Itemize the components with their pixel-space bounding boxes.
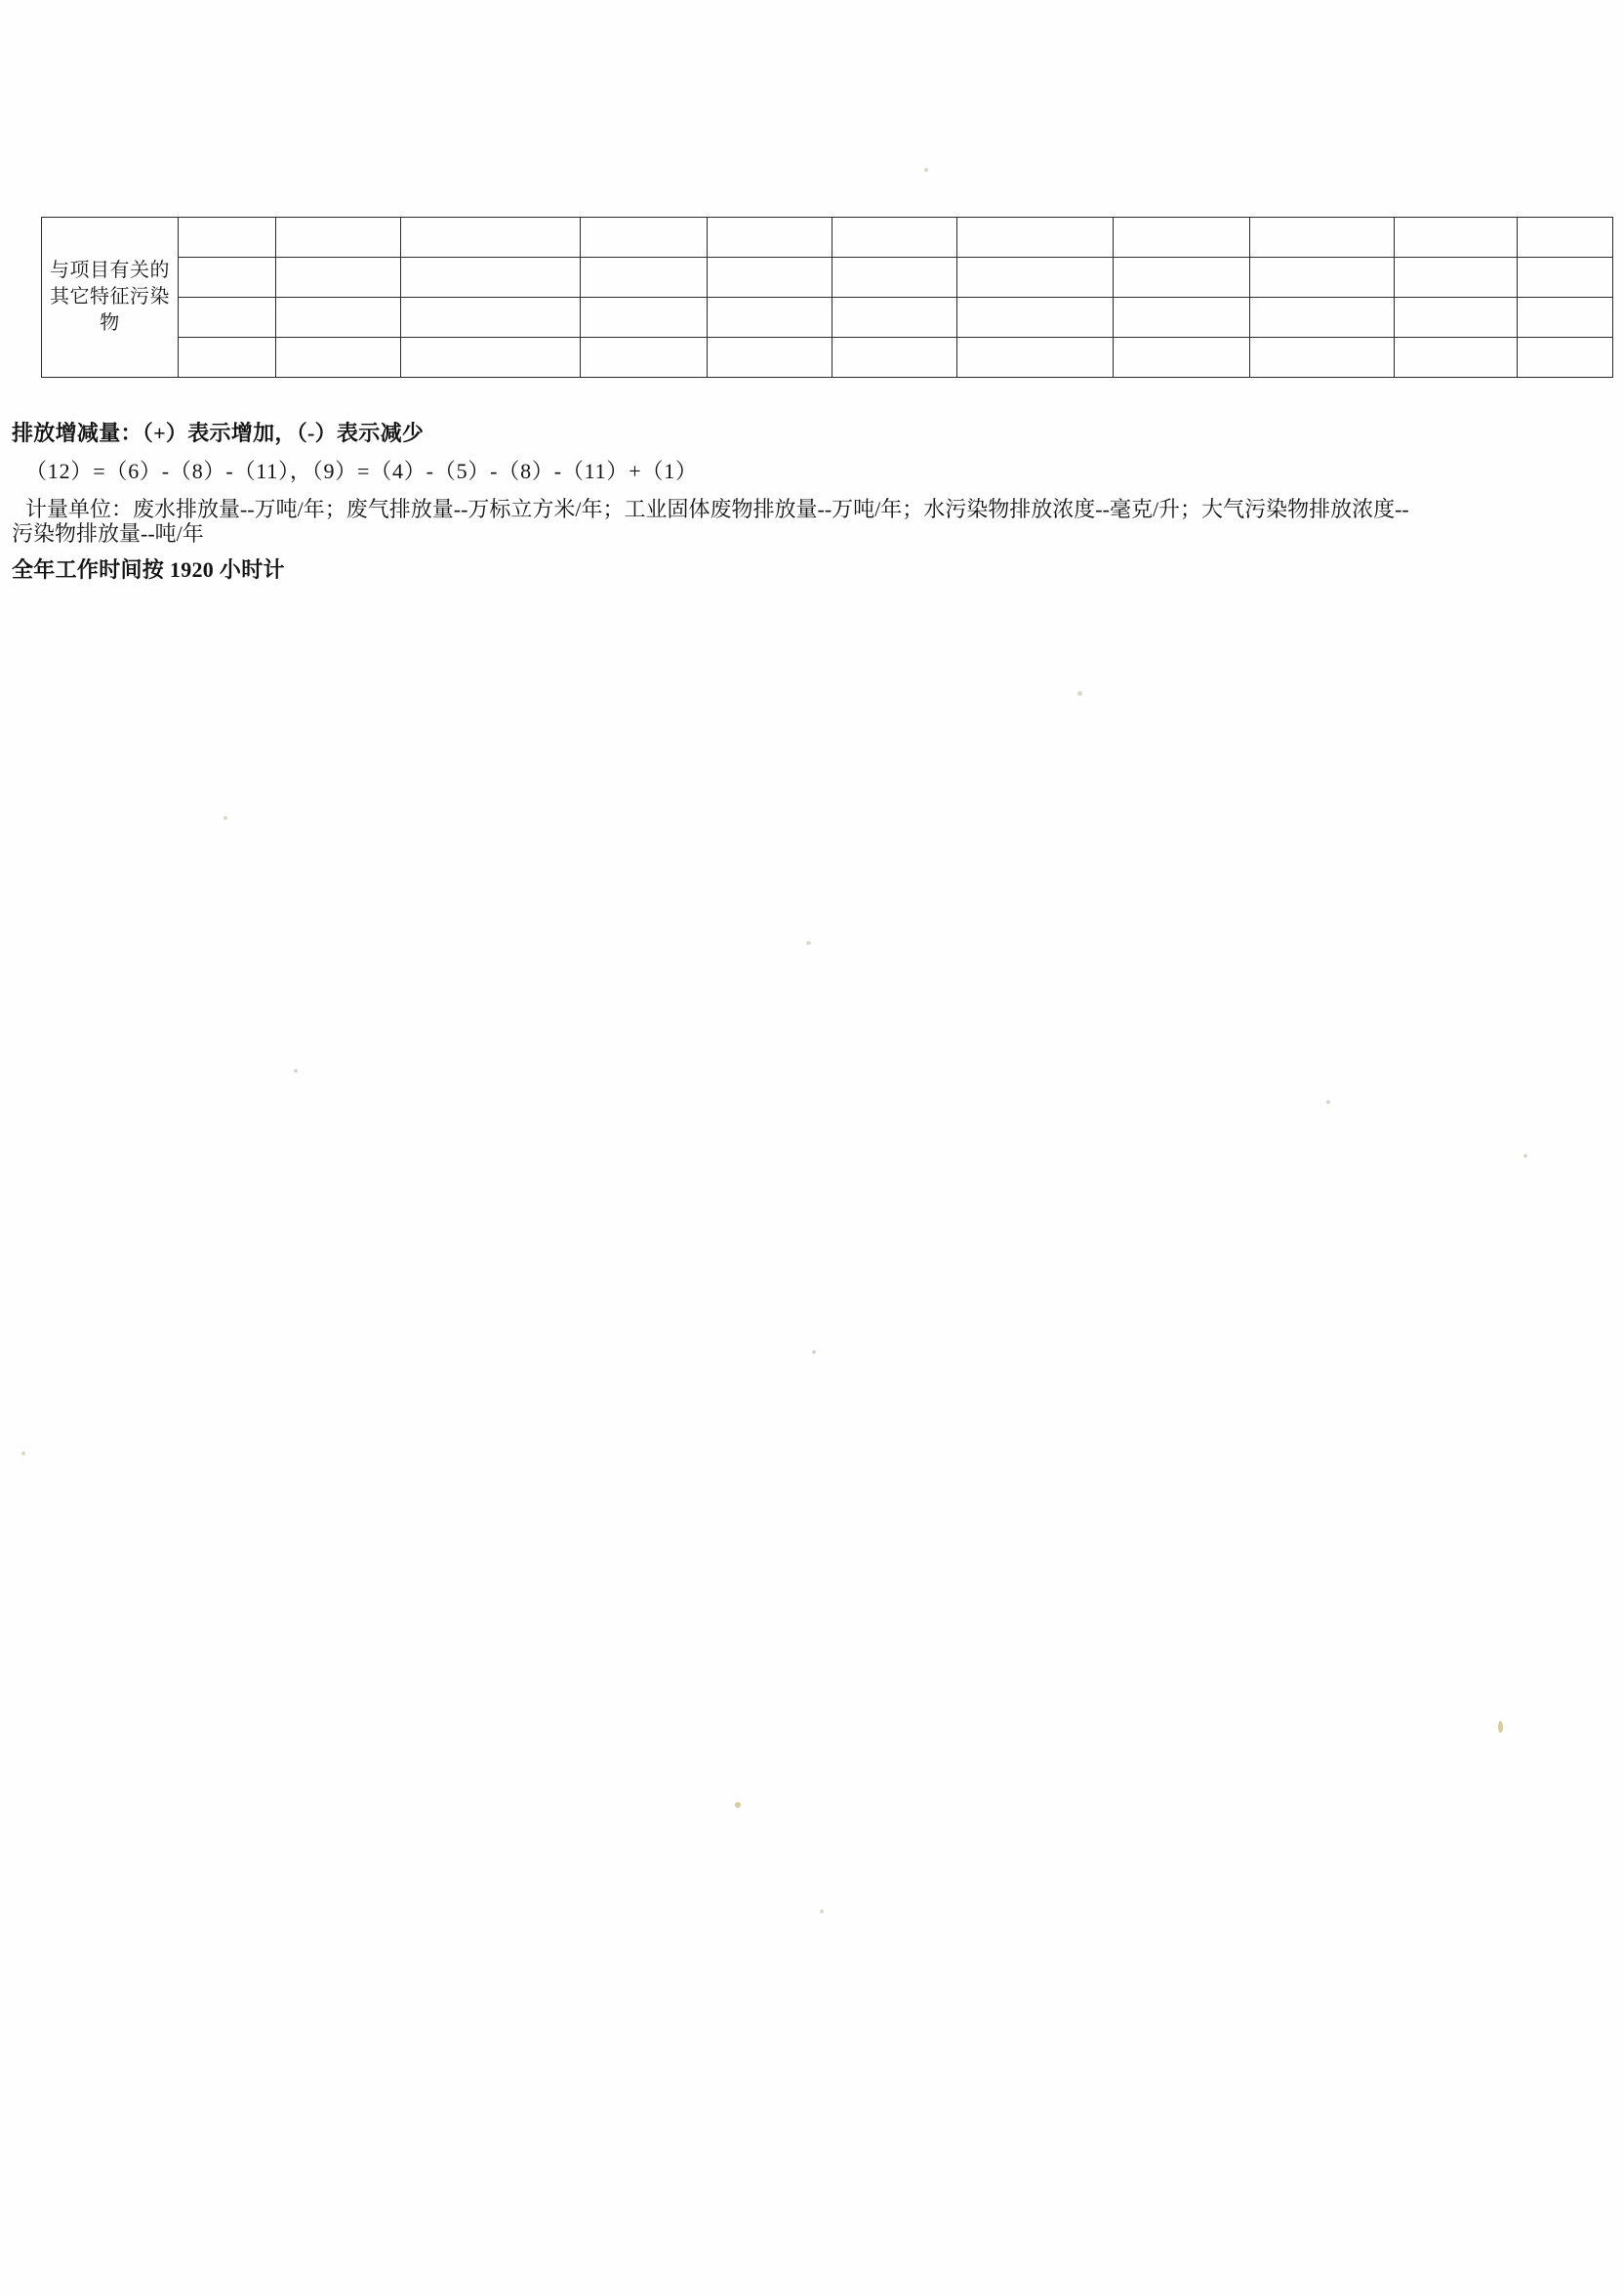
table-cell: [1250, 218, 1395, 258]
note-units-line-2: 污染物排放量--吨/年: [12, 521, 204, 547]
table-cell: [581, 258, 708, 298]
table-cell: [1518, 218, 1613, 258]
table-cell: [708, 338, 832, 378]
table-cell: [401, 298, 581, 338]
table-cell: [1518, 338, 1613, 378]
table-cell: [276, 298, 401, 338]
emission-table: [41, 217, 1613, 378]
scan-speck: [735, 1802, 741, 1808]
table-cell: [832, 258, 957, 298]
table-cell: [179, 258, 276, 298]
scan-speck: [820, 1909, 824, 1913]
emission-table-container: [41, 217, 1612, 378]
row-header-label: 与项目有关的其它特征污染物: [50, 260, 170, 334]
table-cell: [1518, 298, 1613, 338]
table-cell: [1250, 258, 1395, 298]
scan-speck: [1077, 691, 1082, 696]
scan-speck: [294, 1069, 298, 1073]
table-cell: [581, 298, 708, 338]
note-emission-change: 排放增减量：（+）表示增加，（-）表示减少: [12, 421, 425, 445]
scan-speck: [812, 1350, 816, 1354]
table-cell: [708, 218, 832, 258]
table-cell: [1518, 258, 1613, 298]
table-cell: [832, 218, 957, 258]
table-cell: [401, 258, 581, 298]
table-cell: [401, 338, 581, 378]
table-cell: [581, 338, 708, 378]
table-cell: [1250, 298, 1395, 338]
table-cell: [1395, 338, 1518, 378]
table-cell: [179, 338, 276, 378]
table-cell: [581, 218, 708, 258]
table-row: [42, 298, 1613, 338]
table-cell: [1395, 218, 1518, 258]
scan-speck: [1326, 1100, 1330, 1104]
table-cell: [276, 218, 401, 258]
table-cell: [1395, 258, 1518, 298]
note-formula: （12）=（6）-（8）-（11），（9）=（4）-（5）-（8）-（11）+（1）: [25, 459, 698, 484]
table-row: [42, 258, 1613, 298]
scan-speck: [1498, 1721, 1503, 1733]
table-cell: [957, 298, 1114, 338]
emission-table-body: [42, 218, 1613, 378]
table-row: [42, 218, 1613, 258]
table-cell: [708, 298, 832, 338]
table-cell: [179, 298, 276, 338]
table-cell: [832, 338, 957, 378]
table-cell: [1114, 298, 1250, 338]
table-cell: [832, 298, 957, 338]
table-cell: [401, 218, 581, 258]
scan-speck: [1523, 1154, 1527, 1158]
note-working-hours: 全年工作时间按 1920 小时计: [12, 557, 285, 583]
table-cell: [276, 258, 401, 298]
table-cell: [1114, 258, 1250, 298]
scan-speck: [223, 816, 227, 820]
table-cell: [957, 258, 1114, 298]
table-row: [42, 338, 1613, 378]
table-cell: [708, 258, 832, 298]
scan-speck: [21, 1452, 25, 1456]
table-cell: [957, 218, 1114, 258]
table-cell: [1395, 298, 1518, 338]
table-cell: [1250, 338, 1395, 378]
table-cell: [276, 338, 401, 378]
row-header-other-pollutants: [42, 218, 179, 378]
notes-section: [12, 422, 1612, 596]
scan-speck: [806, 941, 811, 945]
table-cell: [1114, 218, 1250, 258]
table-cell: [1114, 338, 1250, 378]
note-units-line-1: 计量单位：废水排放量--万吨/年；废气排放量--万标立方米/年；工业固体废物排放量--万吨/年；水污染物排放浓度--毫克/升；大气污染物排放浓度--: [25, 497, 1409, 522]
table-cell: [179, 218, 276, 258]
scan-speck: [924, 168, 928, 172]
table-cell: [957, 338, 1114, 378]
